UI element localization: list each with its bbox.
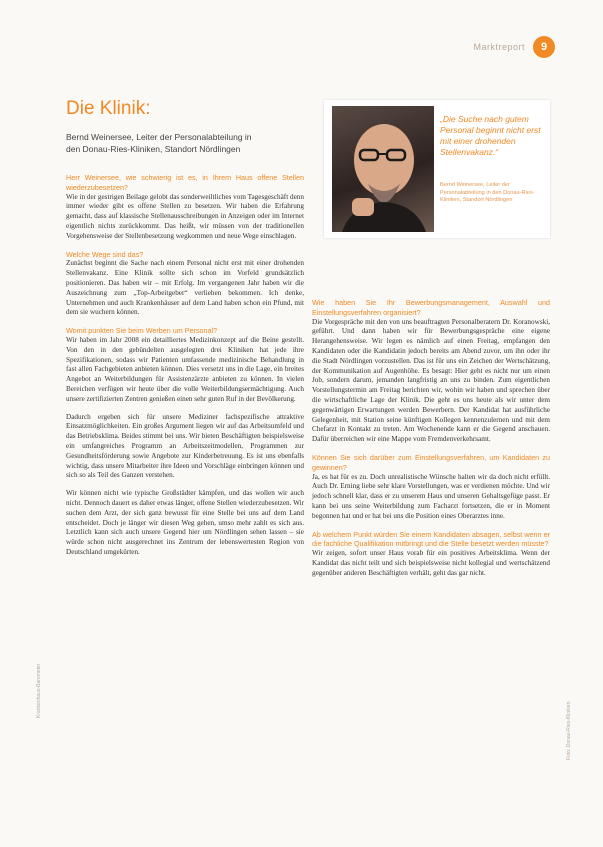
- intro-line-1: Bernd Weinersee, Leiter der Personalabteilung in: [66, 132, 252, 142]
- interview-photo-box: [324, 100, 550, 238]
- article-title: Die Klinik:: [66, 98, 151, 119]
- answer: Wir haben im Jahr 2008 ein detailliertes Medizinkonzept auf die Beine gestellt. Von den in den gebündelten ausgelegten drei Kliniken hat jede ihre Spezifikationen, sodass wir Patienten umfassende medizinische Behandlung in fast allen Fachgebieten anbieten können. Dies versetzt uns in die Lage, ein breites Angebot an Weiterbildungen für Assistenzärzte anbieten zu können. In vielen Bereichen verfügen wir heute über die volle Weiterbildungsermächtigung. Auch unsere zertifizierten Zentren genießen einen sehr guten Ruf in der Bevölkerung.: [66, 335, 304, 403]
- article-intro: [66, 131, 296, 155]
- portrait-photo: [332, 106, 434, 232]
- question: Ab welchem Punkt würden Sie einem Kandidaten absagen, selbst wenn er die fachliche Qualifikation mitbringt und die Stelle besetzt werden müsste?: [312, 529, 550, 549]
- answer: Wie in der gestrigen Beilage gelobt das sonderweiltliches vom Tagesgeschäft denn immer wieder gibt es offene Stellen zu besetzen. Wir haben die Erfahrung gemacht, dass auf klassische Stellenausschreibungen in Anzeigen oder im Internet eigentlich nichts zurückkommt. Das heißt, wir müssen von der traditionellen Vorgehensweise der Stellenbesetzung wegkommen und neue Wege einschlagen.: [66, 192, 304, 240]
- photo-caption: Bernd Weinersee, Leiter der Personalabteilung in den Donau-Ries-Kliniken, Standort Nördlingen: [440, 182, 535, 203]
- answer: Dadurch ergeben sich für unsere Mediziner fachspezifische attraktive Einsatzmöglichkeiten. Ein großes Argument liegen wir auf das Arbeitsumfeld und das Betriebsklima. Beides stimmt bei uns. Wir bieten Beschäftigten beispielsweise ein umfangreiches Programm an Arbeitszeitmodellen, Programmen zur Gesundheitsförderung sowie Angebote zur Kinderbetreuung. Es ist uns ebenfalls wichtig, dass unsere Mitarbeiter ihre Ideen und Vorschläge einbringen können und sich so als Teil des Ganzen verstehen.: [66, 412, 304, 480]
- section-label: Marktreport: [473, 42, 525, 52]
- answer: Zunächst beginnt die Sache nach einem Personal nicht erst mit einer drohenden Stellenvakanz. Eine Klinik sollte sich schon im Vorfeld grundsätzlich positionieren. Das haben wir – mit Erfolg. Im vergangenen Jahr haben wir die Auszeichnung zum „Top-Arbeitgeber“ verliehen bekommen. Ich denke, Unternehmen und auch Krankenhäuser auf dem Land haben schon ein Pfund, mit dem sie wuchern können.: [66, 259, 304, 317]
- question: Können Sie sich darüber zum Einstellungsverfahren, um Kandidaten zu gewinnen?: [312, 452, 550, 472]
- side-note-left: Krankenhaus-Barometer: [36, 663, 42, 718]
- side-note-right: Foto: Donau-Ries-Kliniken: [566, 701, 572, 760]
- question: Wie haben Sie Ihr Bewerbungsmanagement, Auswahl und Einstellungsverfahren organisiert?: [312, 298, 550, 317]
- left-column-top: [66, 173, 304, 566]
- portrait-illustration: [332, 106, 434, 232]
- question: Welche Wege sind das?: [66, 249, 144, 259]
- page-header: [473, 36, 555, 58]
- right-column: [312, 298, 550, 587]
- pull-quote: „Die Suche nach gutem Personal beginnt nicht erst mit einer drohenden Stellenvakanz.“: [440, 114, 541, 157]
- page-number-badge: 9: [533, 36, 555, 58]
- answer: Wir zeigen, sofort unser Haus vorab für ein positives Arbeitsklima. Wenn der Kandidat das nicht teilt und sich beispielsweise nicht kollegial und wertschätzend gegenüber anderen Beschäftigten verhält, geht das gar nicht.: [312, 549, 550, 577]
- answer: Die Vorgespräche mit den von uns beauftragten Personalberatern Dr. Koranowski, geführt. Und dann haben wir für Bewerbungsgespräche eine eigene Herangehensweise. Wir legen es nämlich auf einen Freitag, empfangen den Kandidaten oder die Kandidatin jedoch bereits am Abend zuvor, um ihn oder ihr die Stadt Nördlingen vorzustellen. Das ist für uns ein Zeichen der Wertschätzung, der Kommunikation auf Augenhöhe. Es besagt: Hier geht es nicht nur um einen Job, sondern darum, jemanden langfristig an uns zu binden. Zum eigentlichen Vorstellungstermin am Freitag berichten wir, wohin wir haben und sprechen über die wirtschaftliche Lage der Klinik. Die geht es uns heute als wir unter dem gegenwärtigen Erwartungen werden Bewerbern. Der Kandidat hat ausführliche Gelegenheit, mit Station seine künftigen Kollegen kennenzulernen und mit dem Chefarzt in Kontakt zu treten. Am Wochenende kann er die Gegend anschauen. Dafür überreichen wir eine Mappe vom Fremdenverkehrsamt.: [312, 317, 550, 444]
- answer: Ja, es hat für es zu. Doch unrealistische Wünsche halten wir da doch nicht erfüllt. Auch Dr. Erning liebe sehr klare Vorstellungen, was er verdienen möchte. Und wir jedoch schnell klar, dass er zu unserem Haus und unseren Gehaltsgefüge passt. Er kann bei uns seine Weiterbildung zum Facharzt fortsetzen, die er in Moment begonnen hat und er hat bei uns die Position eines Oberarztes inne.: [312, 472, 550, 520]
- question: Herr Weinersee, wie schwierig ist es, in Ihrem Haus offene Stellen wiederzubesetzen?: [66, 173, 304, 192]
- intro-line-2: den Donau-Ries-Kliniken, Standort Nördlingen: [66, 144, 241, 154]
- answer: Wir können nicht wie typische Großstädter kämpfen, und das wollen wir auch nicht. Dennoch dauert es daher etwas länger, offene Stellen wiederzubesetzen. Wir suchen dem Arzt, der sich ganz bewusst für eine Stelle bei uns auf dem Land entscheidet. Doch je länger wir diesen Weg gehen, umso mehr zahlt es sich aus. Letztlich kann sich auch unsere Gegend hier um Nördlingen sehen lassen – sie würde schon nicht ausgerechnet ins Zentrum der lebenswertesten Region von Deutschland umgekürten.: [66, 489, 304, 556]
- question: Womit punkten Sie beim Werben um Personal?: [66, 326, 218, 336]
